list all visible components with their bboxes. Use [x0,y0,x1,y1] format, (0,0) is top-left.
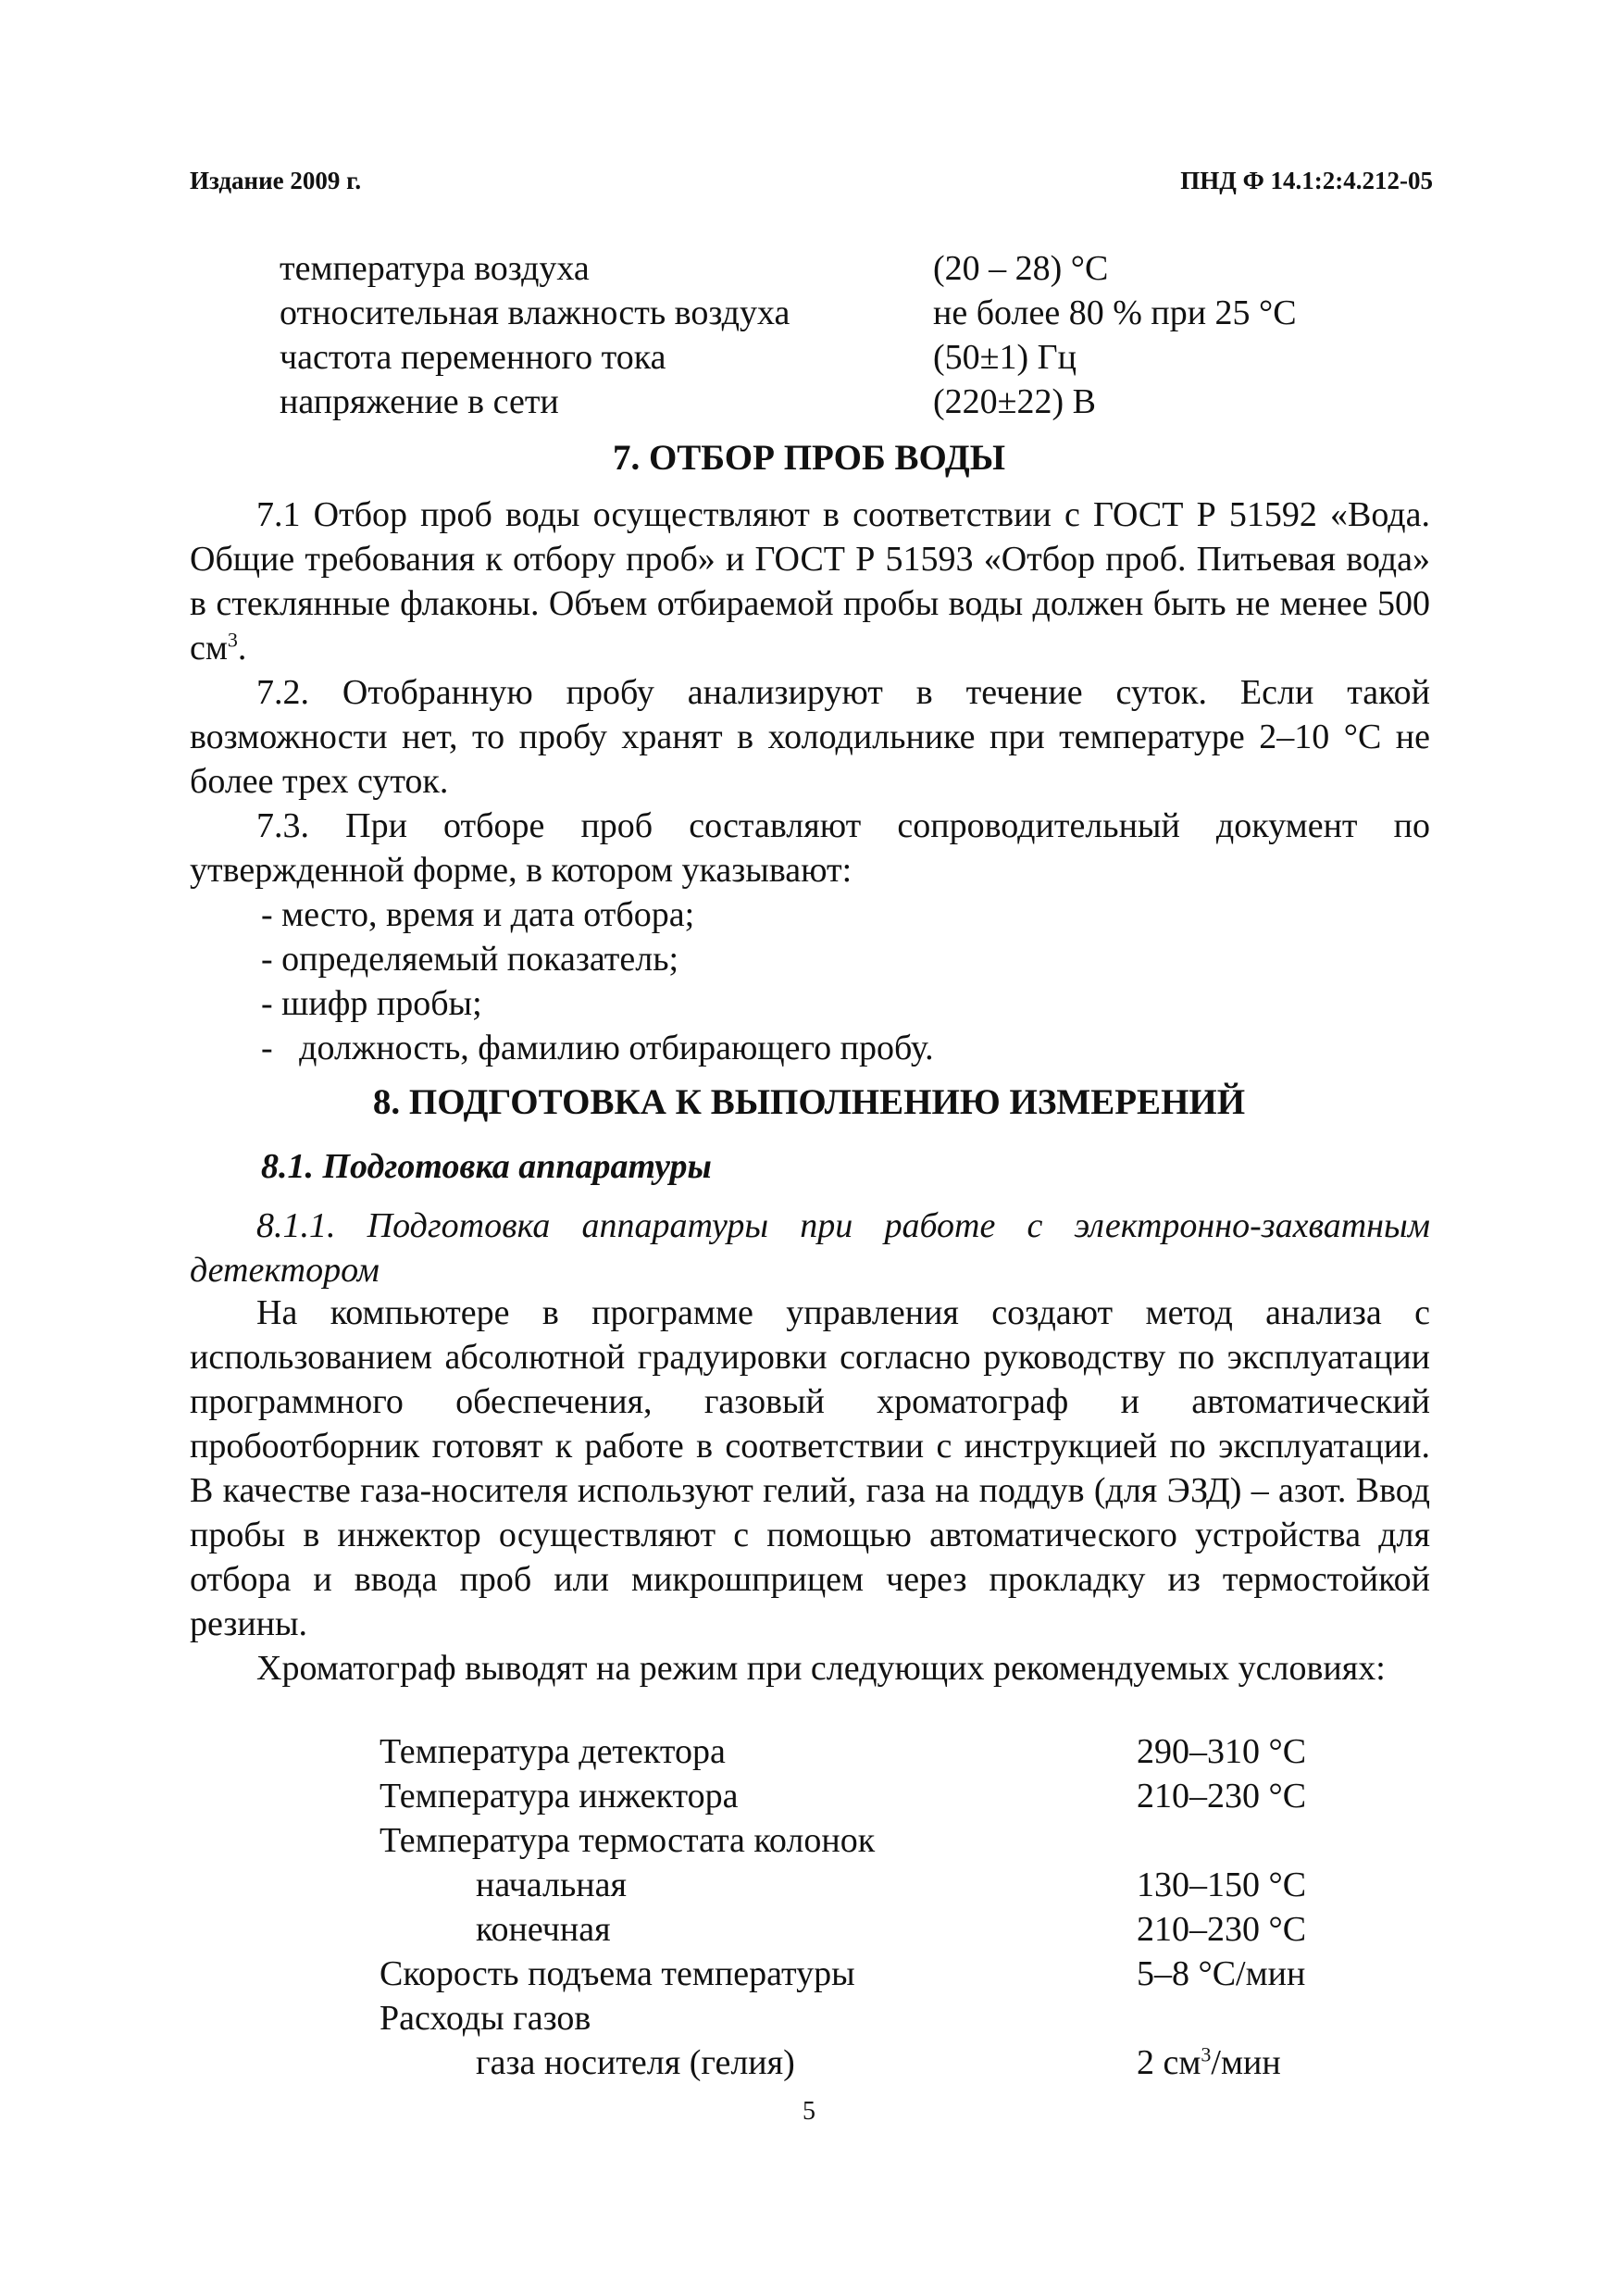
condition-value: (20 – 28) °С [933,249,1109,288]
list-item: - место, время и дата отбора; [261,895,695,934]
param-label: начальная [476,1866,627,1904]
param-label: конечная [476,1910,611,1949]
section-7-paragraph-2 [190,670,1430,804]
param-label: Температура инжектора [380,1777,739,1816]
condition-label: относительная влажность воздуха [280,293,790,332]
value-unit: /мин [1211,2043,1281,2082]
param-label: Скорость подъема температуры [380,1954,855,1993]
document-code: ПНД Ф 14.1:2:4.212-05 [1180,167,1433,194]
param-value: 290–310 °С [1137,1732,1307,1771]
paragraph-text: На компьютере в программе управления создают метод анализа с использованием абсолютной градуировки согласно руководству по эксплуатации программного обеспечения, газовый хроматограф и автоматический пробоотборник готовят к работе в соответствии с инструкцией по эксплуатации. В качестве газа-носителя используют гелий, газа на поддув (для ЭЗД) – азот. Ввод пробы в инжектор осуществляют с помощью автоматического устройства для отбора и ввода проб или микрошприцем через прокладку из термостойкой резины. [190,1293,1430,1643]
list-item: - определяемый показатель; [261,940,679,979]
param-value: 210–230 °С [1137,1910,1307,1949]
list-item: - шифр пробы; [261,984,482,1023]
condition-value: (220±22) В [933,382,1097,421]
param-label: Температура детектора [380,1732,726,1771]
param-value: 130–150 °С [1137,1866,1307,1904]
paragraph-text: 7.1 Отбор проб воды осуществляют в соответствии с ГОСТ Р 51592 «Вода. Общие требования к отбору проб» и ГОСТ Р 51593 «Отбор проб. Питьевая вода» в стеклянные флаконы. Объем отбираемой пробы воды должен быть не менее 500 см [190,495,1430,668]
section-8-paragraph-2 [190,1646,1430,1691]
value-text: 2 см [1137,2043,1201,2082]
param-label: Расходы газов [380,1999,591,2038]
param-value: 210–230 °С [1137,1777,1307,1816]
section-8-paragraph-1 [190,1291,1430,1646]
section-7-title: 7. ОТБОР ПРОБ ВОДЫ [612,438,1006,478]
condition-label: напряжение в сети [280,382,559,421]
paragraph-text: 8.1.1. Подготовка аппаратуры при работе с электронно-захватным детектором [190,1206,1430,1290]
condition-value: не более 80 % при 25 °С [933,293,1297,332]
subsection-8-1-1-title [190,1204,1430,1292]
section-7-paragraph-1 [190,493,1430,670]
param-value [1137,2040,1281,2085]
param-value: 5–8 °С/мин [1137,1954,1306,1993]
condition-label: частота переменного тока [280,338,666,377]
condition-label: температура воздуха [280,249,590,288]
page-number: 5 [803,2097,815,2126]
section-7-paragraph-3 [190,804,1430,892]
superscript: 3 [1201,2042,1212,2066]
paragraph-end: . [237,629,247,668]
param-label: газа носителя (гелия) [476,2043,795,2082]
edition-label: Издание 2009 г. [190,167,362,194]
paragraph-text: Хроматограф выводят на режим при следующих рекомендуемых условиях: [256,1649,1386,1688]
section-8-title: 8. ПОДГОТОВКА К ВЫПОЛНЕНИЮ ИЗМЕРЕНИЙ [372,1082,1246,1122]
paragraph-text: 7.2. Отобранную пробу анализируют в течение суток. Если такой возможности нет, то пробу хранят в холодильнике при температуре 2–10 °С не более трех суток. [190,673,1430,801]
subsection-8-1-title: 8.1. Подготовка аппаратуры [261,1147,712,1186]
condition-value: (50±1) Гц [933,338,1077,377]
paragraph-text: 7.3. При отборе проб составляют сопроводительный документ по утвержденной форме, в котором указывают: [190,806,1430,890]
superscript: 3 [227,628,238,652]
list-item: - должность, фамилию отбирающего пробу. [261,1029,934,1067]
param-label: Температура термостата колонок [380,1821,876,1860]
